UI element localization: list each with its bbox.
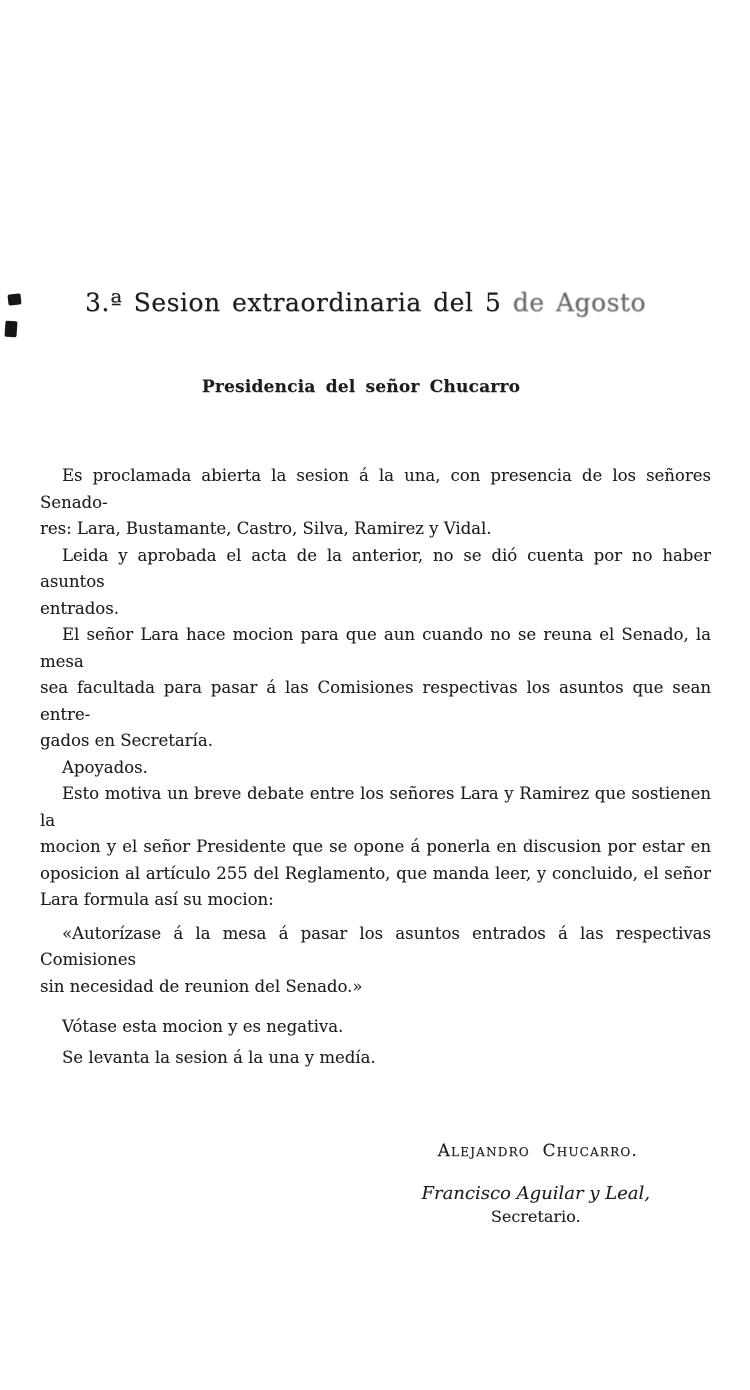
signature-secretary-title: Secretario. bbox=[490, 1207, 581, 1226]
paragraph-opening bbox=[40, 463, 711, 543]
signature-secretary-name: Francisco Aguilar y Leal, bbox=[421, 1183, 650, 1204]
text-line: El señor Lara hace mocion para que aun cuando no se reuna el Senado, la mesa bbox=[40, 625, 711, 671]
text-line: mocion y el señor Presidente que se opone á ponerla en discusion por estar en bbox=[40, 837, 711, 856]
text-line: Se levanta la sesion á la una y medía. bbox=[62, 1047, 376, 1067]
text-line: «Autorízase á la mesa á pasar los asuntos entrados á las respectivas Comisiones bbox=[40, 923, 711, 969]
ink-blot-artifact bbox=[4, 321, 17, 338]
scanned-document-page bbox=[0, 288, 750, 1390]
paragraph-quoted-motion bbox=[40, 921, 711, 1001]
paragraph-mocion-lara bbox=[40, 622, 711, 755]
presidency-subtitle: Presidencia del señor Chucarro bbox=[201, 377, 521, 397]
text-line: Leida y aprobada el acta de la anterior, no se dió cuenta por no haber asuntos bbox=[40, 545, 711, 591]
session-minutes-body bbox=[40, 463, 711, 1071]
text-line: sin necesidad de reunion del Senado.» bbox=[40, 976, 363, 996]
session-heading-date-faded: de Agosto bbox=[512, 288, 647, 317]
paragraph-votacion bbox=[40, 1014, 711, 1041]
paragraph-debate bbox=[40, 781, 711, 914]
signature-president: Alejandro Chucarro. bbox=[437, 1141, 638, 1161]
paragraph-acta bbox=[40, 543, 711, 623]
text-line: gados en Secretaría. bbox=[40, 731, 213, 750]
signature-secretary-block bbox=[0, 1183, 650, 1226]
text-line: Lara formula así su mocion: bbox=[40, 890, 274, 909]
session-heading-main: 3.ª Sesion extraordinaria del 5 bbox=[85, 288, 502, 317]
text-line: Esto motiva un breve debate entre los señores Lara y Ramirez que sostienen la bbox=[40, 784, 711, 830]
signature-secretary-inner bbox=[421, 1183, 650, 1226]
text-line: res: Lara, Bustamante, Castro, Silva, Ramirez y Vidal. bbox=[40, 519, 492, 538]
paragraph-levanta-sesion bbox=[40, 1045, 711, 1072]
text-line: oposicion al artículo 255 del Reglamento, que manda leer, y concluido, el señor bbox=[40, 863, 711, 883]
text-line: Es proclamada abierta la sesion á la una, con presencia de los señores Senado- bbox=[40, 466, 711, 512]
paragraph-apoyados bbox=[40, 755, 711, 782]
session-heading bbox=[85, 288, 750, 317]
text-line: sea facultada para pasar á las Comisiones respectivas los asuntos que sean entre- bbox=[40, 678, 711, 724]
text-line: entrados. bbox=[40, 598, 119, 618]
text-line: Apoyados. bbox=[62, 757, 148, 777]
ink-blot-artifact bbox=[7, 293, 21, 305]
text-line: Vótase esta mocion y es negativa. bbox=[62, 1017, 344, 1036]
